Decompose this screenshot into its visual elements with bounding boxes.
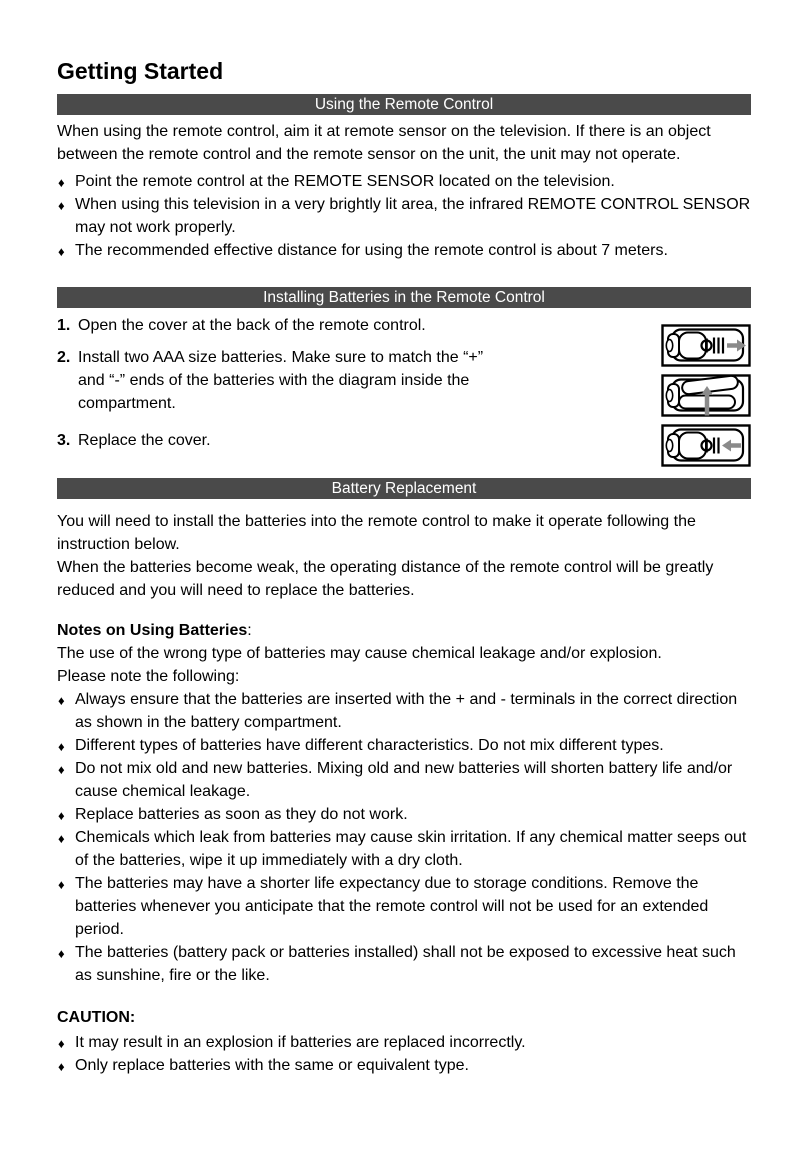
battery-diagrams-column — [661, 324, 751, 469]
list-item — [57, 170, 751, 193]
replacement-para-2: When the batteries become weak, the operating distance of the remote control will be greatly reduced and you will need to replace the batteries. — [57, 559, 714, 599]
bullet-diamond-icon: ♦ — [58, 198, 65, 213]
section-header-using-remote: Using the Remote Control — [57, 94, 751, 115]
list-item — [57, 826, 751, 872]
list-item-text: Only replace batteries with the same or equivalent type. — [75, 1057, 469, 1074]
manual-page — [57, 0, 751, 1077]
replacement-para-1: You will need to install the batteries into the remote control to make it operate following the instruction below. — [57, 513, 696, 553]
bullet-diamond-icon: ♦ — [58, 946, 65, 961]
bullet-diamond-icon: ♦ — [58, 175, 65, 190]
bullet-diamond-icon: ♦ — [58, 1059, 65, 1074]
list-item-text: The batteries (battery pack or batteries installed) shall not be exposed to excessive heat such as sunshine, fire or the like. — [75, 944, 736, 984]
bullet-diamond-icon: ♦ — [58, 831, 65, 846]
bullet-diamond-icon: ♦ — [58, 877, 65, 892]
section-header-installing-batteries: Installing Batteries in the Remote Control — [57, 287, 751, 308]
notes-heading-bold: Notes on Using Batteries — [57, 622, 248, 639]
notes-heading-colon: : — [247, 622, 252, 639]
list-item — [57, 193, 751, 239]
list-item-text: Different types of batteries have different characteristics. Do not mix different types. — [75, 737, 664, 754]
list-item — [57, 1031, 751, 1054]
notes-bullet-list — [57, 688, 751, 987]
list-item — [57, 803, 751, 826]
step-2 — [57, 346, 661, 415]
step-text: Open the cover at the back of the remote control. — [78, 317, 426, 334]
bullet-diamond-icon: ♦ — [58, 1036, 65, 1051]
list-item — [57, 757, 751, 803]
bullet-diamond-icon: ♦ — [58, 762, 65, 777]
steps-column — [57, 314, 661, 469]
caution-heading: CAUTION: — [57, 1009, 136, 1026]
installing-steps-area — [57, 314, 751, 469]
using-remote-intro: When using the remote control, aim it at remote sensor on the television. If there is an object between the remote control and the remote sensor on the unit, the unit may not operate. — [57, 123, 711, 163]
list-item-text: It may result in an explosion if batteries are replaced incorrectly. — [75, 1034, 526, 1051]
caution-bullet-list — [57, 1031, 751, 1077]
section-header-battery-replacement: Battery Replacement — [57, 478, 751, 499]
step-1 — [57, 314, 661, 337]
list-item — [57, 239, 751, 262]
list-item-text: Always ensure that the batteries are inserted with the + and - terminals in the correct direction as shown in the battery compartment. — [75, 691, 738, 731]
bullet-diamond-icon: ♦ — [58, 244, 65, 259]
step-number: 3. — [57, 432, 71, 449]
step-number: 1. — [57, 317, 71, 334]
open-cover-diagram — [661, 324, 751, 367]
step-number: 2. — [57, 349, 71, 366]
using-remote-bullet-list — [57, 170, 751, 262]
insert-batteries-diagram — [661, 374, 751, 417]
list-item — [57, 872, 751, 941]
list-item-text: When using this television in a very brightly lit area, the infrared REMOTE CONTROL SENSOR may not work properly. — [75, 196, 751, 236]
list-item — [57, 941, 751, 987]
bullet-diamond-icon: ♦ — [58, 739, 65, 754]
step-3 — [57, 429, 661, 452]
list-item-text: The batteries may have a shorter life expectancy due to storage conditions. Remove the batteries whenever you anticipate that the remote control will not be used for an extended period. — [75, 875, 709, 938]
bullet-diamond-icon: ♦ — [58, 693, 65, 708]
list-item-text: Do not mix old and new batteries. Mixing old and new batteries will shorten battery life and/or cause chemical leakage. — [75, 760, 733, 800]
notes-intro-1: The use of the wrong type of batteries may cause chemical leakage and/or explosion. — [57, 645, 662, 662]
page-title: Getting Started — [57, 58, 224, 84]
list-item — [57, 734, 751, 757]
notes-heading — [57, 619, 751, 642]
list-item-text: Point the remote control at the REMOTE SENSOR located on the television. — [75, 173, 615, 190]
list-item — [57, 688, 751, 734]
list-item-text: Chemicals which leak from batteries may cause skin irritation. If any chemical matter seeps out of the batteries, wipe it up immediately with a dry cloth. — [75, 829, 747, 869]
step-text: Install two AAA size batteries. Make sure to match the “+” and “-” ends of the batteries with the diagram inside the compartment. — [78, 349, 484, 412]
list-item-text: The recommended effective distance for using the remote control is about 7 meters. — [75, 242, 668, 259]
list-item-text: Replace batteries as soon as they do not work. — [75, 806, 408, 823]
list-item — [57, 1054, 751, 1077]
notes-intro-2: Please note the following: — [57, 668, 240, 685]
step-text: Replace the cover. — [78, 432, 211, 449]
bullet-diamond-icon: ♦ — [58, 808, 65, 823]
replace-cover-diagram — [661, 424, 751, 467]
